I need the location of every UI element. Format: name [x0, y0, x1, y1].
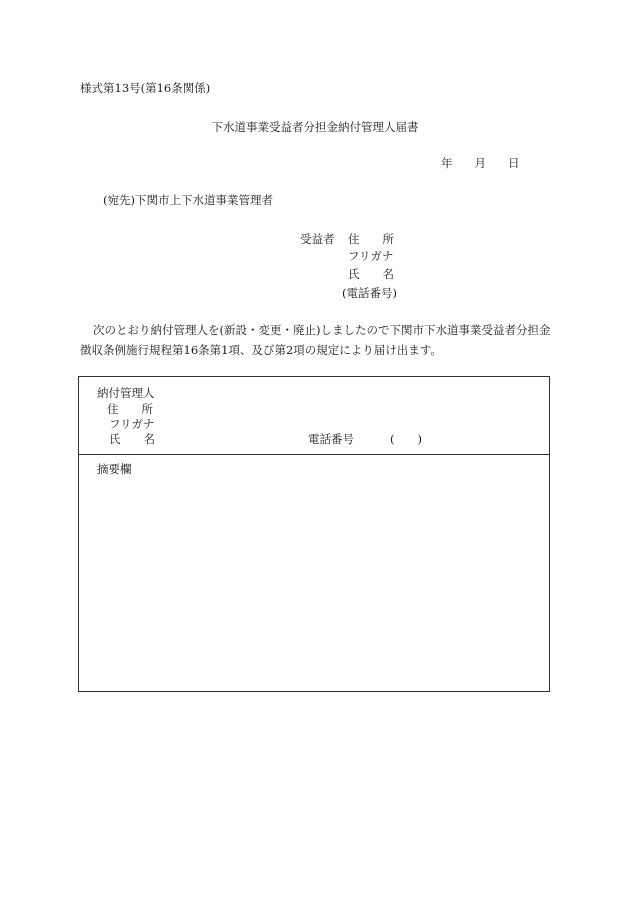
applicant-name-label: 氏 名 — [348, 267, 394, 281]
agent-address-label: 住 所 — [107, 402, 153, 416]
remarks-label: 摘要欄 — [97, 462, 132, 476]
agent-phone-label: 電話番号 — [308, 432, 354, 446]
agent-furigana-label: フリガナ — [109, 417, 155, 431]
agent-name-label: 氏 名 — [109, 432, 155, 446]
box-divider — [79, 454, 549, 455]
applicant-label: 受益者 — [300, 232, 335, 246]
document-title: 下水道事業受益者分担金納付管理人届書 — [211, 120, 419, 134]
date-year: 年 — [441, 156, 453, 170]
date-month: 月 — [474, 156, 486, 170]
agent-heading: 納付管理人 — [97, 386, 155, 400]
date-day: 日 — [508, 156, 520, 170]
agent-form-box — [78, 376, 550, 692]
applicant-furigana-label: フリガナ — [348, 249, 394, 263]
body-text: 次のとおり納付管理人を(新設・変更・廃止)しましたので下関市下水道事業受益者分担金徴収条例施行規程第16条第1項、及び第2項の規定により届け出ます。 — [80, 323, 551, 357]
form-number: 様式第13号(第16条関係) — [80, 81, 211, 95]
addressee: (宛先)下関市上下水道事業管理者 — [103, 193, 273, 207]
date-line — [441, 156, 520, 170]
applicant-address-label: 住 所 — [348, 232, 394, 246]
agent-phone-parentheses: ( ) — [390, 432, 422, 446]
applicant-phone-label: (電話番号) — [342, 286, 397, 300]
